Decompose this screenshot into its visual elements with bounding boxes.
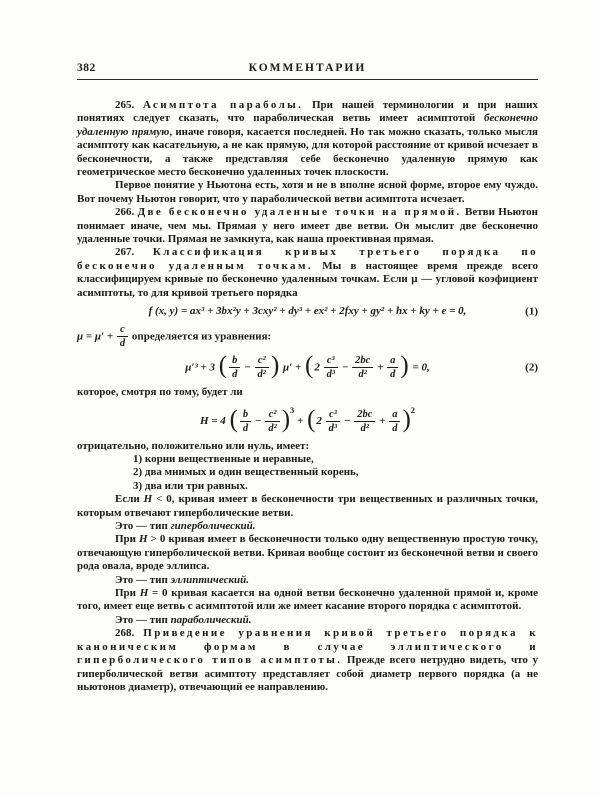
paragraph [77,179,538,206]
fraction [255,355,269,381]
text-run: = 0 кривая касается на одной ветви бесконечно удаленной прямой и, кроме того, имеет еще ветвь с асимптотой или же имеет касание второго порядка с асимптотой. [77,587,538,613]
denominator: d³ [326,369,335,381]
right-paren: ) [400,351,409,379]
text-run: 1) корни вещественные и неравные, [133,453,314,466]
right-paren: ) [270,351,280,379]
fraction [389,409,400,435]
text-run: 266. [115,206,138,219]
paragraph [77,466,538,479]
math-text: H = 4 [199,415,229,428]
right-paren: ) [281,405,291,433]
text-run: 265. [115,99,143,111]
fraction [117,324,128,350]
paragraph [77,386,538,399]
numerator: a [389,409,400,423]
text-block [77,62,538,694]
section-heading: Классификация кривых третьего порядка по бесконечно удаленным точкам. [77,246,538,272]
italic-term: H [139,533,148,546]
math-text: 2 [314,361,323,374]
numerator: 2bc [354,409,375,423]
math-text: + [376,415,389,428]
text-run: , иначе говоря, касается последней. Но так можно сказать, только мысля асимптоту как касательную, а не как прямую, для которой расстояние от кривой исчезает в бесконечности, а также представляя себе бесконечно удаленную прямую как геометрическое место бесконечно удаленных точек плоскости. [77,125,538,179]
numerator: b [229,355,240,369]
paragraph [77,574,538,587]
exponent: 2 [410,405,416,416]
paragraph [77,440,538,453]
fraction [240,409,251,435]
text-run: отрицательно, положительно или нуль, имеет: [77,439,310,452]
text-run: 3) два или три равных. [133,479,248,492]
paragraph [77,480,538,493]
numerator: c² [265,409,279,423]
math-text: − [252,415,265,428]
paragraph [77,493,538,520]
page-header [77,62,538,76]
numerator: c [117,324,128,338]
italic-term: параболический. [170,613,252,626]
equation-number: (2) [525,360,538,373]
paragraph [77,587,538,614]
left-paren: ( [218,351,228,379]
text-run: Мы в настоящее время прежде всего классифицируем кривые по бесконечно удаленным точкам. Если μ — угловой коэфициент асимптоты, то для кривой третьего порядка [77,259,538,299]
text-run: Это — тип [115,613,171,626]
denominator: d³ [328,423,338,435]
text-run: При [115,587,140,600]
left-paren: ( [229,405,238,433]
italic-term: H [143,493,153,506]
exponent: 3 [290,405,295,416]
section-heading: Приведение уравнения кривой третьего порядка к каноническим формам в случае эллиптического и гиперболического типов асимптоты. [77,627,538,667]
right-paren: ) [402,405,411,433]
fraction [229,355,240,381]
fraction [324,355,338,381]
fraction [387,355,398,381]
paragraph [77,627,538,694]
text-run: 267. [115,246,153,259]
text-run: > 0 кривая имеет в бесконечности только одну вещественную простую точку, отвечающую гиперболической ветви. Кривая вообще состоит из бесконечной ветви и своего рода овала, вроде эллипса. [77,533,539,573]
paragraph [77,99,538,179]
denominator: d² [257,369,266,381]
denominator: d² [360,423,370,435]
left-paren: ( [305,351,314,379]
page-number: 382 [77,62,96,74]
equation [77,404,538,435]
text-run: Ветви Ньютон понимает иначе, чем мы. Прямая у него имеет две ветви. Он мыслит две бесконечно удаленные точки. Прямая не замкнута, как наша проективная прямая. [77,206,539,246]
math-text: − [341,415,354,428]
numerator: c³ [326,409,340,423]
math-text: − [339,361,352,374]
italic-term: бесконечно удаленную прямую [77,112,538,138]
section-heading: Асимптота параболы. [142,99,304,111]
math-text: + [374,361,387,374]
denominator: d² [268,423,277,435]
equation [77,305,538,318]
text-run: Прежде всего нетрудно видеть, что у гиперболической ветви асимптоту представляет собой диаметр первого порядка (а не ньютонов диаметр), отвечающий ее направлению. [77,654,538,693]
numerator: c² [255,355,269,369]
text-run: Это — тип [115,573,171,586]
fraction [354,409,375,435]
fraction [352,355,373,381]
text-run: < 0, кривая имеет в бесконечности три вещественных и различных точки, которым отвечают гиперболические ветви. [77,493,538,519]
paragraph [77,520,538,533]
section-heading: Две бесконечно удаленные точки на прямой. [137,206,462,219]
text-run: Если [115,493,144,506]
fraction [265,409,279,435]
text-run: определяется из уравнения: [129,330,272,343]
paragraph [77,533,538,573]
denominator: d [390,369,396,381]
fraction [326,409,340,435]
math-text: μ = μ′ + [77,330,116,343]
numerator: c³ [324,355,338,369]
denominator: d [392,423,398,435]
math-text: f (x, y) = ax³ + 3bx²y + 3cxy² + dy³ + ex² + 2fxy + gy² + hx + ky + e = 0, [148,305,467,318]
text-run: Первое понятие у Ньютона есть, хотя и не в вполне ясной форме, второе ему чуждо. Вот почему Ньютон говорит, что у параболической ветви асимптота исчезает. [77,179,538,205]
page-content [77,99,538,694]
text-run: которое, смотря по тому, будет ли [77,385,243,398]
math-text: μ′ + [280,361,305,374]
math-text: μ′³ + 3 [185,361,218,374]
denominator: d [242,423,249,435]
left-paren: ( [307,405,316,433]
italic-term: H [139,587,149,600]
text-run: Это — тип [115,520,171,533]
denominator: d [232,369,238,381]
text-run: При нашей терминологии и при наших понятиях следует сказать, что параболическая ветвь имеет асимптотой [77,99,538,125]
math-text: + [294,415,307,428]
math-text: = 0, [409,361,430,374]
italic-term: гиперболический. [170,520,256,533]
paragraph [77,206,538,246]
numerator: 2bc [352,355,373,369]
equation [77,351,538,381]
numerator: b [240,409,251,423]
text-run: При [115,533,140,546]
numerator: a [387,355,398,369]
inline-equation-line [77,324,538,350]
paragraph [77,614,538,627]
denominator: d [119,338,126,350]
running-head: КОММЕНТАРИИ [248,62,367,74]
equation-number: (1) [525,305,538,318]
denominator: d² [358,369,367,381]
header-rule [77,79,538,80]
italic-term: эллиптический. [170,573,250,586]
paragraph [77,453,538,466]
text-run: 268. [115,627,144,640]
text-run: 2) два мнимых и один вещественный корень, [133,466,359,479]
math-text: 2 [316,415,325,428]
paragraph [77,246,538,300]
math-text: − [241,361,254,374]
